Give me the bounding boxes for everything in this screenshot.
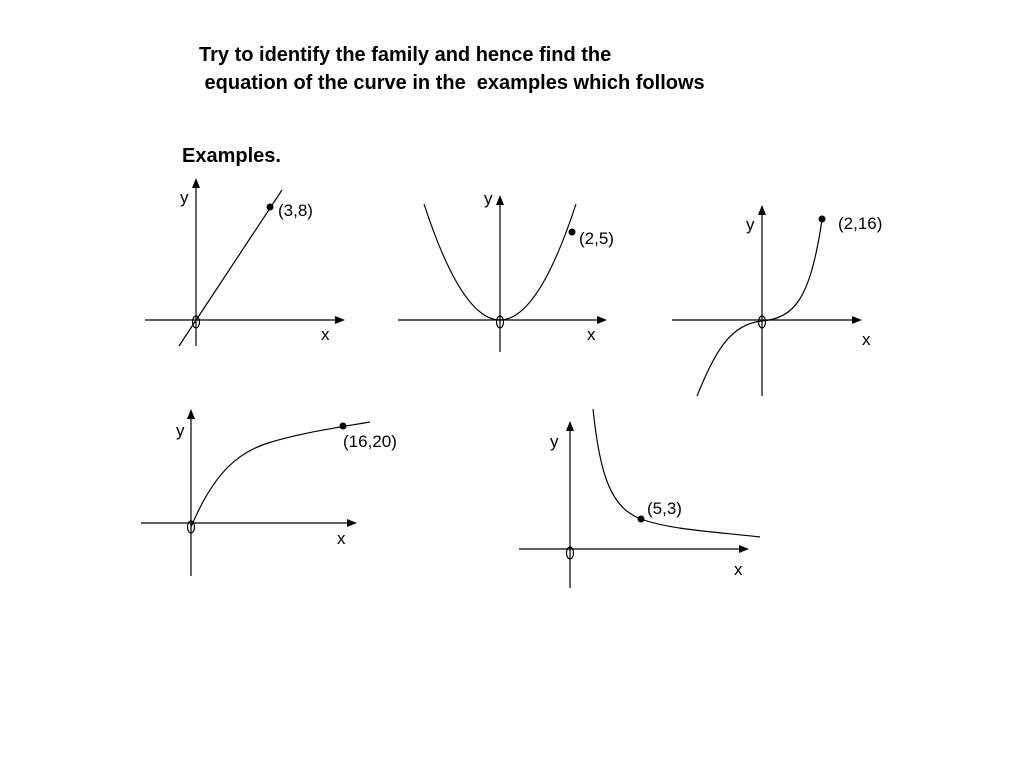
point-marker (340, 423, 347, 430)
x-axis-label: x (734, 560, 743, 579)
point-label: (2,5) (579, 229, 614, 248)
point-marker (638, 516, 645, 523)
y-axis-arrow (758, 205, 766, 215)
y-axis-label: y (176, 421, 185, 440)
point-marker (569, 229, 576, 236)
point-label: (5,3) (647, 499, 682, 518)
y-axis-label: y (550, 432, 559, 451)
point-label: (16,20) (343, 432, 397, 451)
x-axis-label: x (337, 529, 346, 548)
y-axis-arrow (566, 421, 574, 431)
point-marker (267, 204, 274, 211)
graph-quadratic (398, 189, 614, 352)
point-label: (2,16) (838, 214, 883, 233)
x-axis-arrow (347, 519, 357, 527)
y-axis-label: y (180, 188, 189, 207)
y-axis-label: y (746, 215, 755, 234)
curve-line (179, 190, 282, 346)
y-axis-arrow (192, 178, 200, 188)
examples-heading: Examples. (182, 145, 281, 167)
instruction-line-2: equation of the curve in the examples which follows (199, 72, 705, 94)
x-axis-arrow (852, 316, 862, 324)
x-axis-arrow (597, 316, 607, 324)
instruction-line-1: Try to identify the family and hence find the (199, 44, 612, 66)
y-axis-label: y (484, 189, 493, 208)
graph-cubic (672, 205, 882, 396)
point-marker (819, 216, 826, 223)
x-axis-label: x (321, 325, 330, 344)
x-axis-label: x (587, 325, 596, 344)
curve-cubic (697, 220, 822, 396)
graph-reciprocal (519, 409, 760, 588)
y-axis-arrow (187, 409, 195, 419)
point-label: (3,8) (278, 201, 313, 220)
x-axis-arrow (335, 316, 345, 324)
x-axis-label: x (862, 330, 871, 349)
graph-linear (145, 178, 345, 346)
graph-square-root (141, 409, 397, 576)
x-axis-arrow (739, 545, 749, 553)
y-axis-arrow (496, 195, 504, 205)
